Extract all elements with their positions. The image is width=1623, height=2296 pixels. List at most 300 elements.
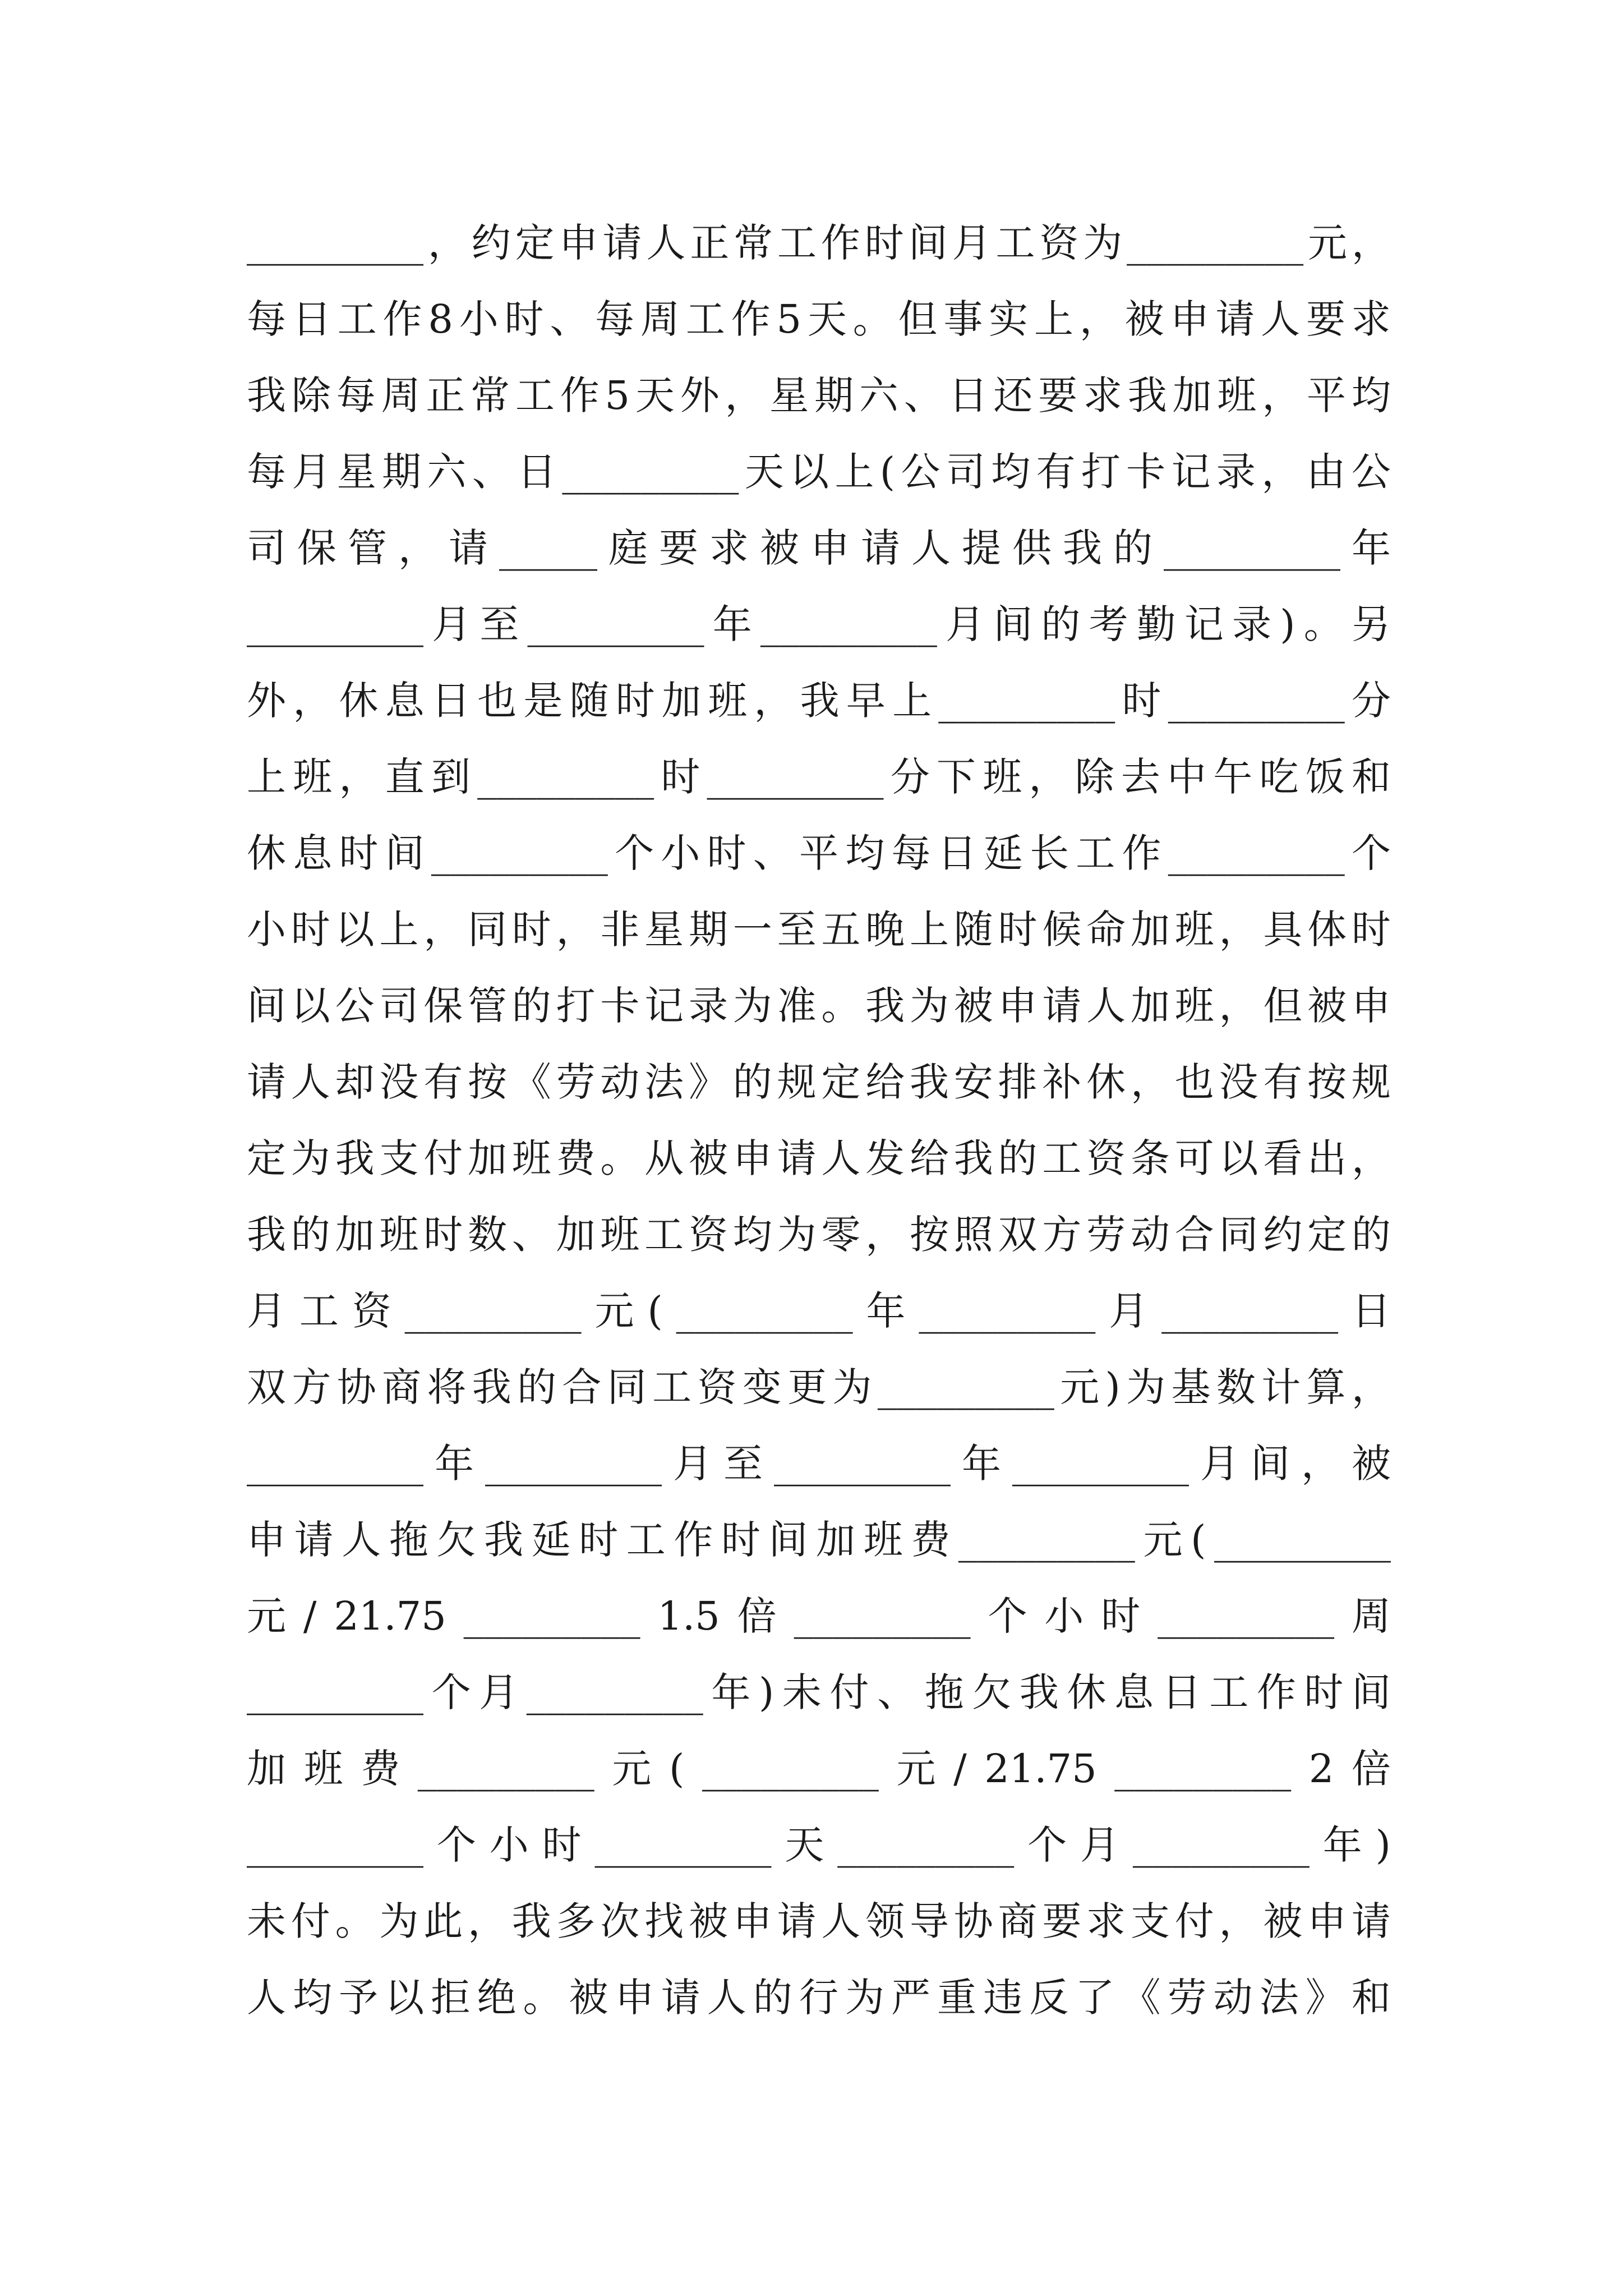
text-glyph: 年 (1352, 525, 1391, 571)
text-line (247, 434, 1391, 510)
text-glyph: 上 (1034, 296, 1073, 342)
text-glyph: 提 (962, 525, 1001, 571)
text-glyph: 息 (293, 830, 333, 876)
text-glyph: 约 (471, 220, 511, 266)
text-glyph: 分 (890, 754, 930, 800)
text-glyph: 日 (1161, 1669, 1201, 1715)
text-glyph: 也 (1174, 1059, 1214, 1105)
text-glyph: 的 (998, 1135, 1038, 1181)
document-body (247, 205, 1391, 2036)
text-glyph: 每 (595, 296, 635, 342)
blank-field: _________ (774, 1441, 951, 1487)
blank-field: _________ (938, 678, 1115, 724)
text-glyph: 欠 (972, 1669, 1012, 1715)
text-glyph: 严 (891, 1975, 931, 2021)
text-glyph: 申 (732, 1898, 772, 1944)
text-glyph: 资 (1039, 220, 1079, 266)
text-glyph: 违 (983, 1975, 1023, 2021)
text-line (247, 205, 1391, 281)
text-glyph: 加 (556, 1212, 596, 1258)
text-glyph: 打 (556, 983, 596, 1029)
text-glyph: ， (556, 907, 596, 953)
text-glyph: ， (1219, 983, 1258, 1029)
text-glyph: 将 (427, 1364, 467, 1410)
text-glyph: 却 (335, 1059, 375, 1105)
text-glyph: 天 (744, 449, 784, 495)
text-glyph: 请 (602, 220, 642, 266)
text-glyph: 申 (247, 1517, 286, 1563)
text-glyph: 申 (1307, 1898, 1347, 1944)
blank-field: _________ (760, 601, 937, 647)
text-glyph: 支 (1130, 1898, 1170, 1944)
text-glyph: 人 (646, 220, 686, 266)
text-glyph: 算 (1306, 1364, 1346, 1410)
text-glyph: 至 (777, 907, 817, 953)
text-glyph: ( (1191, 1517, 1206, 1563)
blank-field: _________ (1114, 1746, 1292, 1792)
text-glyph: 人 (342, 1517, 381, 1563)
text-glyph: 加 (1130, 907, 1170, 953)
text-glyph: 常 (471, 372, 510, 418)
text-glyph: 班 (863, 1517, 903, 1563)
text-glyph: 为 (291, 1135, 330, 1181)
text-glyph: 命 (1086, 907, 1126, 953)
text-glyph: 均 (991, 449, 1031, 495)
text-glyph: ， (1219, 907, 1258, 953)
blank-field: _________ (404, 1288, 582, 1334)
text-glyph: 工 (1076, 830, 1115, 876)
text-glyph: 上 (909, 907, 949, 953)
text-line (247, 739, 1391, 815)
text-glyph: 但 (1263, 983, 1303, 1029)
text-glyph: 5 (776, 296, 802, 342)
text-glyph: 录 (1216, 449, 1256, 495)
text-glyph: 定 (821, 1059, 861, 1105)
text-glyph: 另 (1351, 601, 1391, 647)
text-line (247, 891, 1391, 968)
text-glyph: 日 (937, 830, 977, 876)
text-glyph: 出 (1307, 1135, 1347, 1181)
blank-field: _________ (1161, 1288, 1339, 1334)
text-glyph: 被 (688, 1898, 728, 1944)
text-glyph: 时 (504, 296, 544, 342)
text-glyph: 但 (898, 296, 938, 342)
text-glyph: 随 (953, 907, 993, 953)
text-glyph: 予 (339, 1975, 379, 2021)
text-glyph: 休 (339, 678, 379, 724)
text-glyph: 有 (1036, 449, 1076, 495)
text-glyph: 发 (865, 1135, 905, 1181)
text-glyph: 工 (1209, 1669, 1249, 1715)
text-glyph: 。 (1303, 601, 1343, 647)
text-glyph: 了 (1075, 1975, 1115, 2021)
text-glyph: 月 (432, 601, 472, 647)
blank-field: _________ (958, 1517, 1135, 1563)
text-glyph: 的 (753, 1975, 792, 2021)
text-line (247, 1425, 1391, 1502)
text-glyph: ， (1029, 754, 1068, 800)
blank-field: _________ (431, 830, 608, 876)
text-glyph: 早 (846, 678, 886, 724)
text-glyph: 人 (1261, 296, 1301, 342)
text-glyph: 直 (385, 754, 425, 800)
text-line (247, 281, 1391, 357)
text-glyph: 动 (1213, 1975, 1253, 2021)
text-glyph: 元 (247, 1593, 286, 1639)
text-glyph: ， (754, 678, 794, 724)
text-glyph: 为 (832, 1364, 872, 1410)
text-glyph: 吃 (1259, 754, 1299, 800)
text-glyph: 元 (594, 1288, 634, 1334)
text-glyph: 按 (909, 1212, 949, 1258)
text-glyph: 同 (607, 1364, 647, 1410)
text-glyph: 休 (1086, 1059, 1126, 1105)
text-glyph: 作 (674, 1517, 713, 1563)
text-glyph: 合 (1174, 1212, 1214, 1258)
text-glyph: 计 (1261, 1364, 1301, 1410)
text-glyph: 、 (753, 830, 792, 876)
text-glyph: 间 (993, 601, 1033, 647)
text-glyph: 同 (1219, 1212, 1258, 1258)
text-glyph: 申 (615, 1975, 654, 2021)
text-glyph: ， (293, 678, 333, 724)
text-glyph: 日 (292, 296, 331, 342)
text-glyph: 录 (1232, 601, 1272, 647)
text-glyph: 每 (247, 449, 286, 495)
text-glyph: 天 (635, 372, 675, 418)
text-glyph: 个 (1027, 1822, 1067, 1868)
text-glyph: 我 (247, 1212, 286, 1258)
text-glyph: 资 (1086, 1135, 1126, 1181)
text-glyph: 人 (1086, 983, 1126, 1029)
text-glyph: 非 (600, 907, 640, 953)
text-glyph: 次 (600, 1898, 640, 1944)
text-glyph: 时 (1304, 1669, 1344, 1715)
text-glyph: 8 (428, 296, 453, 342)
text-glyph: 班 (983, 754, 1022, 800)
text-line (247, 1883, 1391, 1959)
text-glyph: 付 (291, 1898, 330, 1944)
text-line (247, 1654, 1391, 1731)
text-glyph: 均 (1351, 372, 1391, 418)
text-glyph: 月 (673, 1441, 712, 1487)
text-glyph: 。 (523, 1975, 562, 2021)
blank-field: _________ (247, 1822, 423, 1868)
text-glyph: 小 (489, 1822, 529, 1868)
text-glyph: 方 (1042, 1212, 1082, 1258)
text-glyph: 加 (661, 678, 701, 724)
text-glyph: 按 (1307, 1059, 1347, 1105)
text-glyph: 星 (644, 907, 684, 953)
text-glyph: ， (1079, 296, 1119, 342)
text-glyph: 动 (1130, 1212, 1170, 1258)
text-glyph: 正 (426, 372, 465, 418)
text-glyph: 支 (379, 1135, 419, 1181)
text-line (247, 815, 1391, 891)
text-glyph: 被 (688, 1135, 728, 1181)
text-glyph: 求 (1082, 372, 1122, 418)
text-glyph: 以 (1219, 1135, 1258, 1181)
blank-field: _________ (1164, 525, 1340, 571)
blank-field: _________ (526, 1669, 703, 1715)
text-glyph: 加 (247, 1746, 286, 1792)
text-glyph: 为 (732, 983, 772, 1029)
text-glyph: 班 (1217, 372, 1257, 418)
text-glyph: 饭 (1305, 754, 1345, 800)
text-glyph: 方 (292, 1364, 331, 1410)
text-glyph: 记 (644, 983, 684, 1029)
text-glyph: 工 (777, 220, 817, 266)
text-glyph: 要 (1306, 296, 1345, 342)
text-glyph: 周 (1351, 1593, 1391, 1639)
text-glyph: 我 (472, 1364, 511, 1410)
text-glyph: 时 (615, 678, 655, 724)
text-glyph: 班 (708, 678, 748, 724)
text-glyph: 延 (983, 830, 1023, 876)
text-glyph: 加 (467, 1135, 507, 1181)
text-line (247, 1273, 1391, 1349)
text-glyph: 司 (946, 449, 985, 495)
text-glyph: 上 (892, 678, 932, 724)
blank-field: _________ (1012, 1441, 1189, 1487)
text-glyph: 申 (810, 525, 850, 571)
text-glyph: ， (339, 754, 379, 800)
text-glyph: 我 (1127, 372, 1167, 418)
text-glyph: 时 (661, 754, 700, 800)
text-glyph: 外 (247, 678, 286, 724)
text-glyph: 请 (449, 525, 488, 571)
blank-field: _________ (477, 754, 654, 800)
text-glyph: 、 (877, 1669, 917, 1715)
text-glyph: 规 (777, 1059, 817, 1105)
text-glyph: 的 (1041, 601, 1081, 647)
text-glyph: 月 (292, 449, 331, 495)
text-glyph: 法 (644, 1059, 684, 1105)
text-glyph: 倍 (737, 1593, 777, 1639)
text-glyph: 是 (523, 678, 563, 724)
text-glyph: 行 (799, 1975, 838, 2021)
text-glyph: 要 (1038, 372, 1078, 418)
text-glyph: 班 (303, 1746, 343, 1792)
text-glyph: ( (647, 1288, 663, 1334)
text-glyph: 月 (946, 601, 985, 647)
text-glyph: 公 (901, 449, 940, 495)
blank-field: _________ (707, 754, 884, 800)
text-glyph: 的 (517, 1364, 557, 1410)
text-glyph: 上 (379, 907, 419, 953)
text-glyph: 。 (600, 1135, 640, 1181)
text-glyph: 期 (814, 372, 854, 418)
text-glyph: 给 (865, 1059, 905, 1105)
blank-field: _________ (676, 1288, 853, 1334)
text-glyph: 拖 (924, 1669, 964, 1715)
text-glyph: 年 (712, 601, 752, 647)
text-glyph: 事 (943, 296, 983, 342)
blank-field: _________ (877, 1364, 1054, 1410)
text-glyph: 由 (1306, 449, 1346, 495)
text-glyph: 除 (291, 372, 331, 418)
text-glyph: 间 (1352, 1669, 1391, 1715)
text-glyph: ) (1105, 1364, 1121, 1410)
text-glyph: 。 (335, 1898, 375, 1944)
blank-field: _________ (1168, 678, 1345, 724)
text-glyph: 《 (1121, 1975, 1161, 2021)
text-glyph: 劳 (1086, 1212, 1126, 1258)
text-glyph: ， (467, 1898, 507, 1944)
text-glyph: 平 (799, 830, 838, 876)
text-glyph: 元 (896, 1746, 936, 1792)
text-glyph: 以 (385, 1975, 425, 2021)
text-glyph: 约 (1263, 1212, 1303, 1258)
text-glyph: 加 (816, 1517, 856, 1563)
blank-field: _________ (1127, 220, 1304, 266)
text-glyph: 求 (1351, 296, 1391, 342)
text-glyph: 请 (777, 1898, 817, 1944)
blank-field: _________ (247, 601, 423, 647)
text-glyph: ， (1130, 1059, 1170, 1105)
text-glyph: 求 (709, 525, 749, 571)
text-glyph: 星 (336, 449, 376, 495)
text-glyph: 班 (1174, 983, 1214, 1029)
text-glyph: 每 (336, 372, 376, 418)
blank-field: _________ (1168, 830, 1345, 876)
text-glyph: 记 (1184, 601, 1224, 647)
blank-field: _________ (1214, 1517, 1391, 1563)
text-glyph: 定 (1307, 1212, 1347, 1258)
text-glyph: ) (1375, 1822, 1391, 1868)
text-glyph: 人 (821, 1135, 861, 1181)
text-glyph: 准 (777, 983, 817, 1029)
text-glyph: ， (1351, 1135, 1391, 1181)
text-glyph: 时 (1351, 907, 1391, 953)
text-glyph: 至 (479, 601, 519, 647)
text-glyph: 外 (680, 372, 720, 418)
text-glyph: 时 (511, 907, 551, 953)
text-line (247, 1731, 1391, 1807)
text-glyph: ， (423, 907, 463, 953)
text-glyph: ， (1261, 449, 1301, 495)
text-line (247, 1959, 1391, 2036)
text-glyph: 有 (423, 1059, 463, 1105)
text-glyph: 休 (247, 830, 286, 876)
text-glyph: 》 (688, 1059, 728, 1105)
text-glyph: 月 (479, 1669, 519, 1715)
text-glyph: 年 (435, 1441, 474, 1487)
text-glyph: 导 (909, 1898, 949, 1944)
text-glyph: 六 (427, 449, 467, 495)
text-glyph: 六 (859, 372, 898, 418)
text-glyph: 和 (1351, 754, 1391, 800)
text-glyph: 上 (247, 754, 286, 800)
text-glyph: 我 (335, 1135, 375, 1181)
text-glyph: 、 (472, 449, 511, 495)
text-glyph: 我 (483, 1517, 523, 1563)
text-glyph: 申 (1351, 983, 1391, 1029)
text-glyph: 多 (556, 1898, 596, 1944)
text-glyph: 没 (379, 1059, 419, 1105)
text-line (247, 1120, 1391, 1197)
text-glyph: 均 (293, 1975, 333, 2021)
text-glyph: 具 (1263, 907, 1303, 953)
text-glyph: 去 (1121, 754, 1160, 800)
text-glyph: 到 (431, 754, 471, 800)
text-glyph: 付 (423, 1135, 463, 1181)
text-glyph: 天 (807, 296, 847, 342)
text-glyph: 人 (247, 1975, 286, 2021)
blank-field: _________ (919, 1288, 1096, 1334)
text-glyph: 午 (1213, 754, 1253, 800)
text-glyph: 时 (707, 830, 746, 876)
text-glyph: 卡 (1126, 449, 1166, 495)
text-glyph: 时 (579, 1517, 619, 1563)
text-glyph: 领 (865, 1898, 905, 1944)
text-glyph: 请 (661, 1975, 700, 2021)
text-glyph: 安 (953, 1059, 993, 1105)
text-glyph: 管 (348, 525, 387, 571)
text-glyph: 的 (511, 983, 551, 1029)
text-glyph: 月 (247, 1288, 286, 1334)
blank-field: _________ (562, 449, 739, 495)
text-glyph: 我 (953, 1135, 993, 1181)
text-glyph: 动 (600, 1059, 640, 1105)
text-glyph: 2 (1308, 1746, 1334, 1792)
text-glyph: 管 (467, 983, 507, 1029)
text-glyph: ( (668, 1746, 685, 1792)
text-glyph: 劳 (1167, 1975, 1207, 2021)
text-glyph: ， (725, 372, 764, 418)
text-glyph: 月 (1109, 1288, 1149, 1334)
text-glyph: 我 (1063, 525, 1102, 571)
blank-field: _________ (837, 1822, 1015, 1868)
text-glyph: 5 (605, 372, 630, 418)
text-line (247, 1578, 1391, 1654)
text-glyph: 按 (467, 1059, 507, 1105)
text-glyph: 、 (903, 372, 943, 418)
text-glyph: ， (1351, 1364, 1391, 1410)
text-glyph: 变 (742, 1364, 782, 1410)
text-glyph: 加 (1172, 372, 1212, 418)
text-glyph: 均 (732, 1212, 772, 1258)
text-glyph: 作 (1256, 1669, 1296, 1715)
text-glyph: 月 (952, 220, 992, 266)
text-glyph: 欠 (436, 1517, 476, 1563)
text-glyph: 除 (1075, 754, 1114, 800)
text-glyph: 被 (760, 525, 799, 571)
text-glyph: 工 (337, 296, 377, 342)
text-glyph: 元 (1143, 1517, 1183, 1563)
text-glyph: 定 (515, 220, 555, 266)
text-line (247, 357, 1391, 434)
text-glyph: 基 (1171, 1364, 1211, 1410)
blank-field: _________ (1158, 1593, 1335, 1639)
text-line (247, 1197, 1391, 1273)
text-glyph: 班 (1174, 907, 1214, 953)
text-glyph: 更 (787, 1364, 827, 1410)
text-glyph: 还 (993, 372, 1033, 418)
text-glyph: 考 (1089, 601, 1128, 647)
text-glyph: 被 (1307, 983, 1347, 1029)
text-glyph: ) (1280, 601, 1295, 647)
text-glyph: 被 (1263, 1898, 1303, 1944)
text-glyph: 保 (423, 983, 463, 1029)
text-glyph: 请 (1351, 1898, 1391, 1944)
text-glyph: 年 (1322, 1822, 1362, 1868)
text-glyph: / (303, 1593, 317, 1639)
text-glyph: 年 (962, 1441, 1001, 1487)
text-glyph: 以 (291, 983, 330, 1029)
text-glyph: 工 (644, 1212, 684, 1258)
text-glyph: 时 (864, 220, 904, 266)
